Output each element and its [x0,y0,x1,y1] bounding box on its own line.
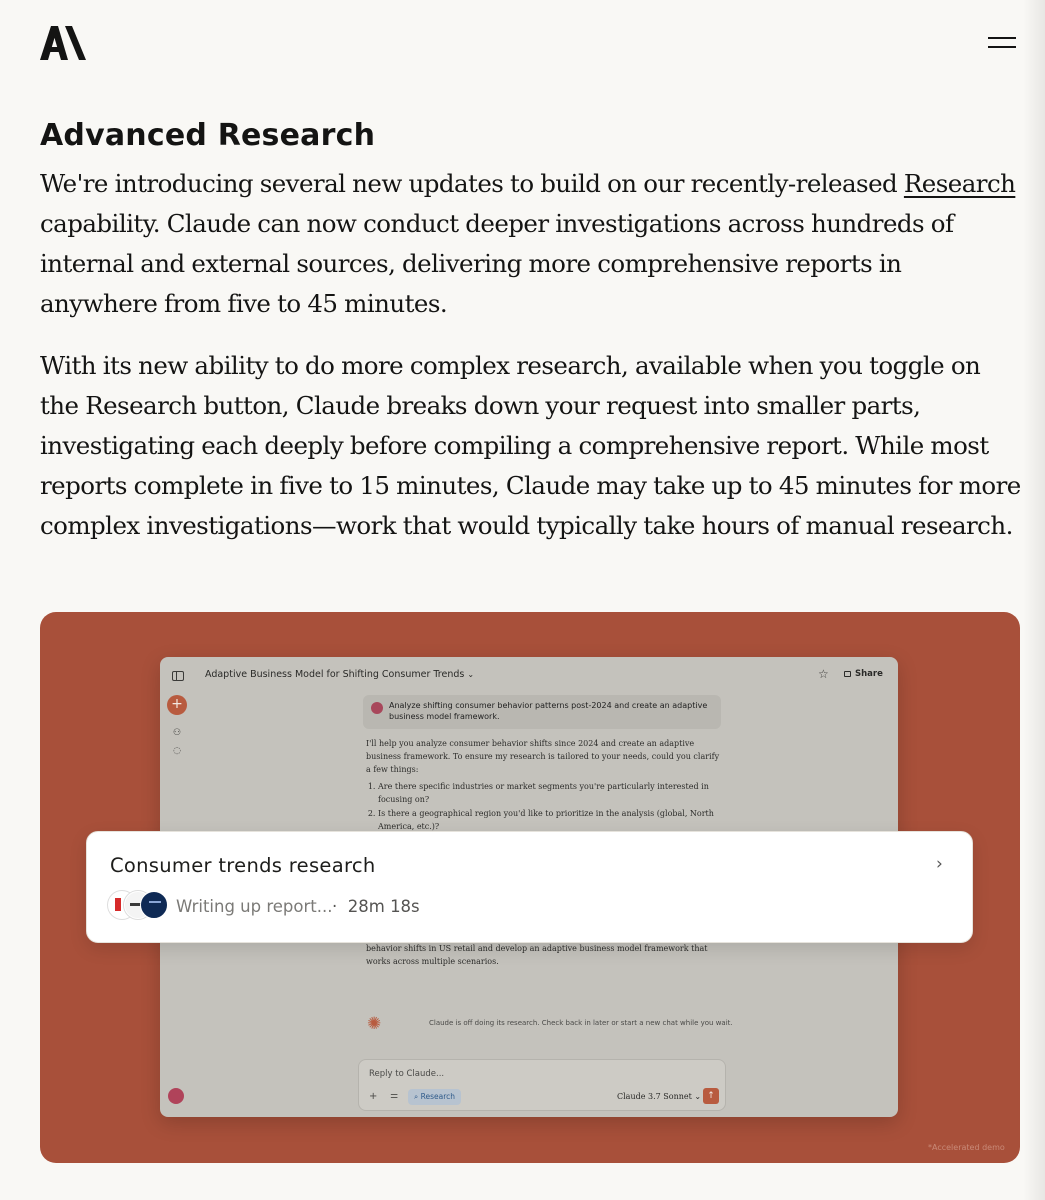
chats-icon[interactable]: ◌ [173,746,181,756]
research-toggle-icon: ⌕ [414,1092,421,1101]
research-status: Writing up report... [176,897,333,916]
chat-title[interactable] [205,669,474,680]
intro-paragraph [40,164,1025,324]
reply-question: 1. Are there specific industries or market segments you're particularly interested in focusing on? [378,780,726,806]
demo-panel [40,612,1020,1163]
status-separator: · [332,897,338,916]
star-icon[interactable]: ☆ [818,667,829,681]
user-avatar[interactable] [168,1088,184,1104]
chevron-down-icon: ⌄ [694,1092,702,1101]
menu-line [988,46,1016,48]
sidebar-toggle-icon[interactable] [172,671,184,681]
research-progress-card[interactable] [86,831,973,943]
composer-placeholder[interactable]: Reply to Claude... [369,1069,445,1079]
research-elapsed-time [332,897,420,916]
intro-text-end: capability. Claude can now conduct deeper investigations across hundreds of internal and external sources, delivering more comprehensive reports in anywhere from five to 45 minutes. [40,209,954,318]
chevron-down-icon: ⌄ [467,670,475,679]
new-chat-button[interactable]: + [167,695,187,715]
elapsed-value: 28m 18s [347,897,420,916]
assistant-reply-continuation: behavior shifts in US retail and develop an adaptive business model framework that works across multiple scenarios. [366,944,708,966]
add-attachment-icon[interactable]: + [369,1091,378,1102]
page-edge-shadow [1023,0,1045,1200]
reply-intro: I'll help you analyze consumer behavior shifts since 2024 and create an adaptive business framework. To ensure my research is tailored to your needs, could you clarify a few things: [366,739,720,774]
research-card-title: Consumer trends research [110,854,376,877]
reply-composer[interactable] [358,1059,726,1111]
model-selector[interactable] [617,1092,701,1101]
app-header [160,657,898,693]
research-toggle[interactable] [408,1089,461,1105]
research-link[interactable]: Research [903,169,1016,198]
section-title: Advanced Research [40,118,376,153]
share-button[interactable] [844,669,883,679]
lock-icon [844,671,851,677]
menu-line [988,37,1016,39]
article [40,114,1025,546]
user-message-avatar [371,702,383,714]
arrow-up-icon: ↑ [707,1091,715,1101]
demo-footnote: *Accelerated demo [928,1143,1005,1152]
user-message-text: Analyze shifting consumer behavior patterns post-2024 and create an adaptive business model framework. [389,701,708,721]
anthropic-logo[interactable] [40,26,86,60]
site-header [0,0,1045,90]
source-favicon-icon [140,891,168,919]
reply-question: 2. Is there a geographical region you'd like to prioritize in the analysis (global, North America, etc.)? [378,807,726,833]
projects-icon[interactable]: ⚇ [172,728,182,738]
send-button[interactable] [703,1088,719,1104]
research-status-note: Claude is off doing its research. Check back in later or start a new chat while you wait. [429,1019,733,1027]
model-label: Claude 3.7 Sonnet [617,1092,692,1101]
research-toggle-label: Research [420,1092,455,1101]
tools-icon[interactable]: ⚌ [390,1091,399,1101]
chat-title-text: Adaptive Business Model for Shifting Consumer Trends [205,669,465,680]
chevron-right-icon[interactable]: › [936,854,943,874]
claude-spark-icon: ✺ [367,1014,382,1034]
hamburger-menu-icon[interactable] [988,34,1016,52]
share-label: Share [855,669,883,679]
user-message [363,695,721,729]
intro-text-start: We're introducing several new updates to build on our recently-released [40,169,904,198]
detail-paragraph: With its new ability to do more complex research, available when you toggle on the Research button, Claude breaks down your request into smaller parts, investigating each deeply before compiling a comprehensive report. While most reports complete in five to 15 minutes, Claude may take up to 45 minutes for more complex investigations—work that would typically take hours of manual research. [40,351,1021,540]
